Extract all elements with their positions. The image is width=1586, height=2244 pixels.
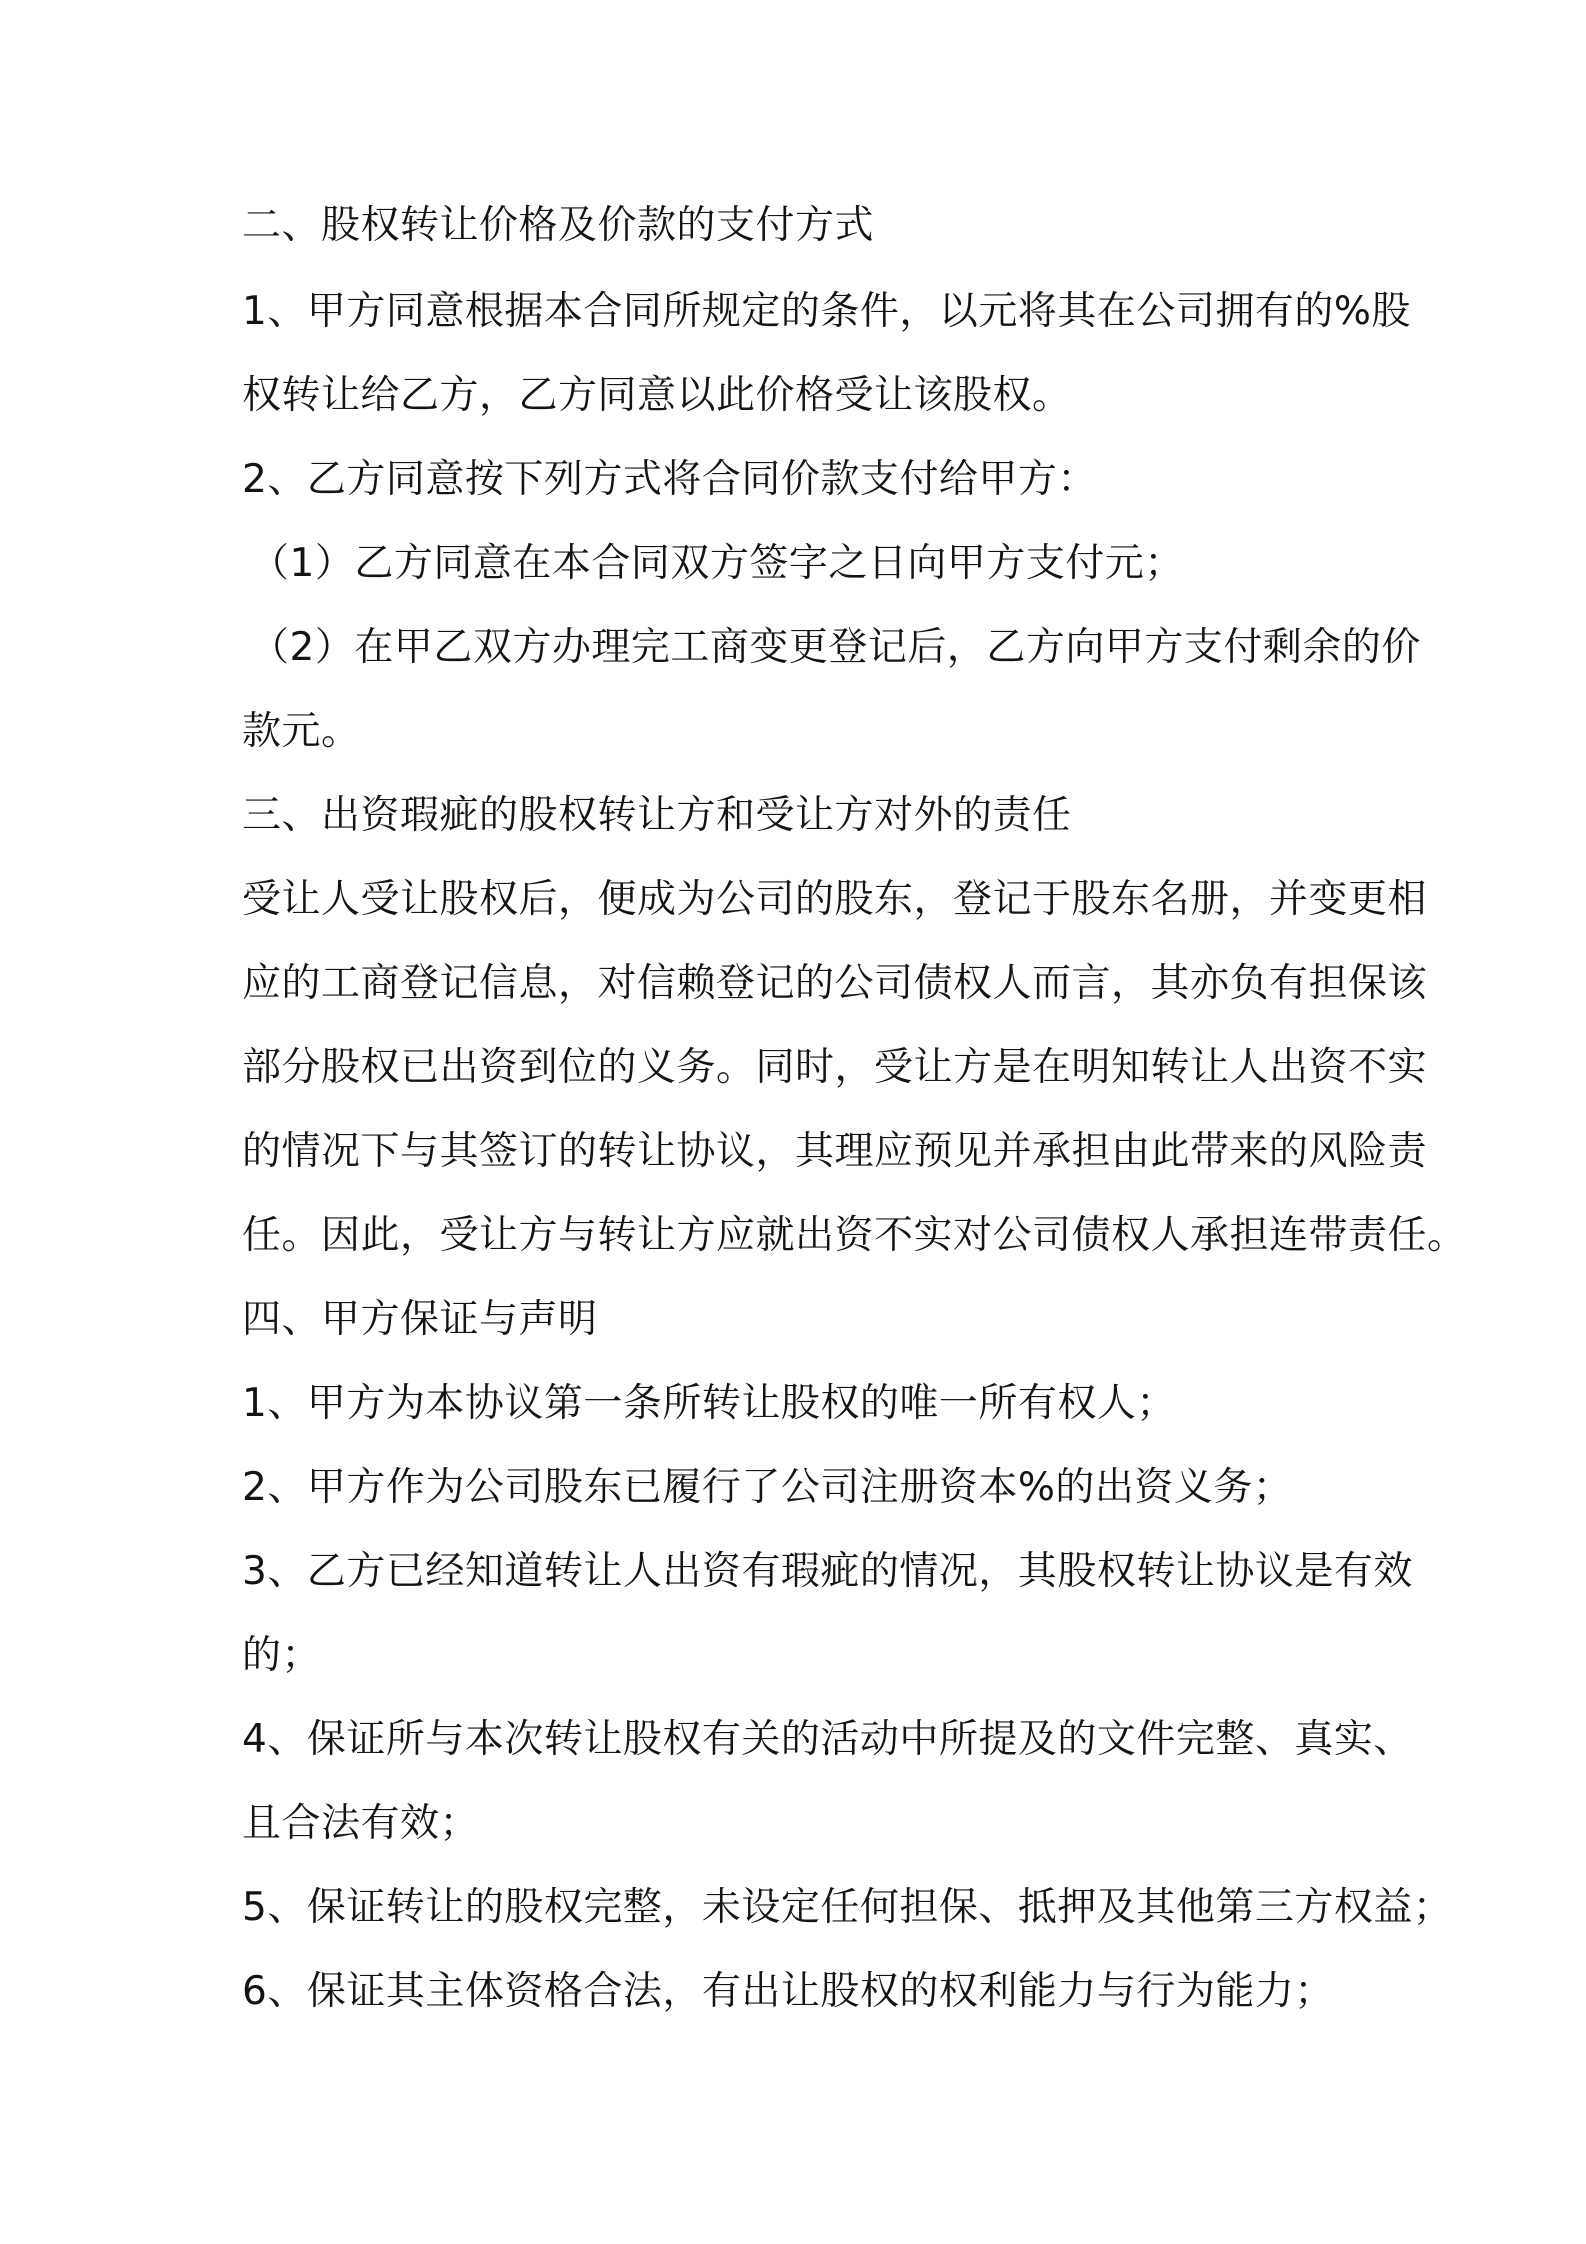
paragraph-line: 2、乙方同意按下列方式将合同价款支付给甲方： <box>242 457 1097 502</box>
paragraph-line: 的情况下与其签订的转让协议，其理应预见并承担由此带来的风险责 <box>242 1129 1428 1174</box>
section-heading-3: 三、出资瑕疵的股权转让方和受让方对外的责任 <box>242 793 1072 838</box>
paragraph-line: 受让人受让股权后，便成为公司的股东，登记于股东名册，并变更相 <box>242 877 1428 922</box>
section-heading-4: 四、甲方保证与声明 <box>242 1297 598 1342</box>
paragraph-line: 2、甲方作为公司股东已履行了公司注册资本%的出资义务； <box>242 1465 1293 1510</box>
paragraph-line: 3、乙方已经知道转让人出资有瑕疵的情况，其股权转让协议是有效 <box>242 1549 1413 1594</box>
paragraph-line: 权转让给乙方，乙方同意以此价格受让该股权。 <box>242 373 1072 418</box>
paragraph-line: 6、保证其主体资格合法，有出让股权的权利能力与行为能力； <box>242 1969 1334 2014</box>
paragraph-line: （2）在甲乙双方办理完工商变更登记后，乙方向甲方支付剩余的价 <box>250 625 1421 670</box>
paragraph-line: 且合法有效； <box>242 1801 480 1846</box>
paragraph-line: （1）乙方同意在本合同双方签字之日向甲方支付元； <box>250 541 1184 586</box>
paragraph-line: 5、保证转让的股权完整，未设定任何担保、抵押及其他第三方权益； <box>242 1885 1453 1930</box>
paragraph-line: 款元。 <box>242 709 361 754</box>
paragraph-line: 部分股权已出资到位的义务。同时，受让方是在明知转让人出资不实 <box>242 1045 1428 1090</box>
section-heading-2: 二、股权转让价格及价款的支付方式 <box>242 203 875 248</box>
paragraph-line: 应的工商登记信息，对信赖登记的公司债权人而言，其亦负有担保该 <box>242 961 1428 1006</box>
paragraph-line: 1、甲方为本协议第一条所转让股权的唯一所有权人； <box>242 1381 1176 1426</box>
paragraph-line: 任。因此，受让方与转让方应就出资不实对公司债权人承担连带责任。 <box>242 1213 1467 1258</box>
paragraph-line: 的； <box>242 1633 322 1678</box>
paragraph-line: 4、保证所与本次转让股权有关的活动中所提及的文件完整、真实、 <box>242 1717 1413 1762</box>
paragraph-line: 1、甲方同意根据本合同所规定的条件，以元将其在公司拥有的%股 <box>242 289 1411 334</box>
